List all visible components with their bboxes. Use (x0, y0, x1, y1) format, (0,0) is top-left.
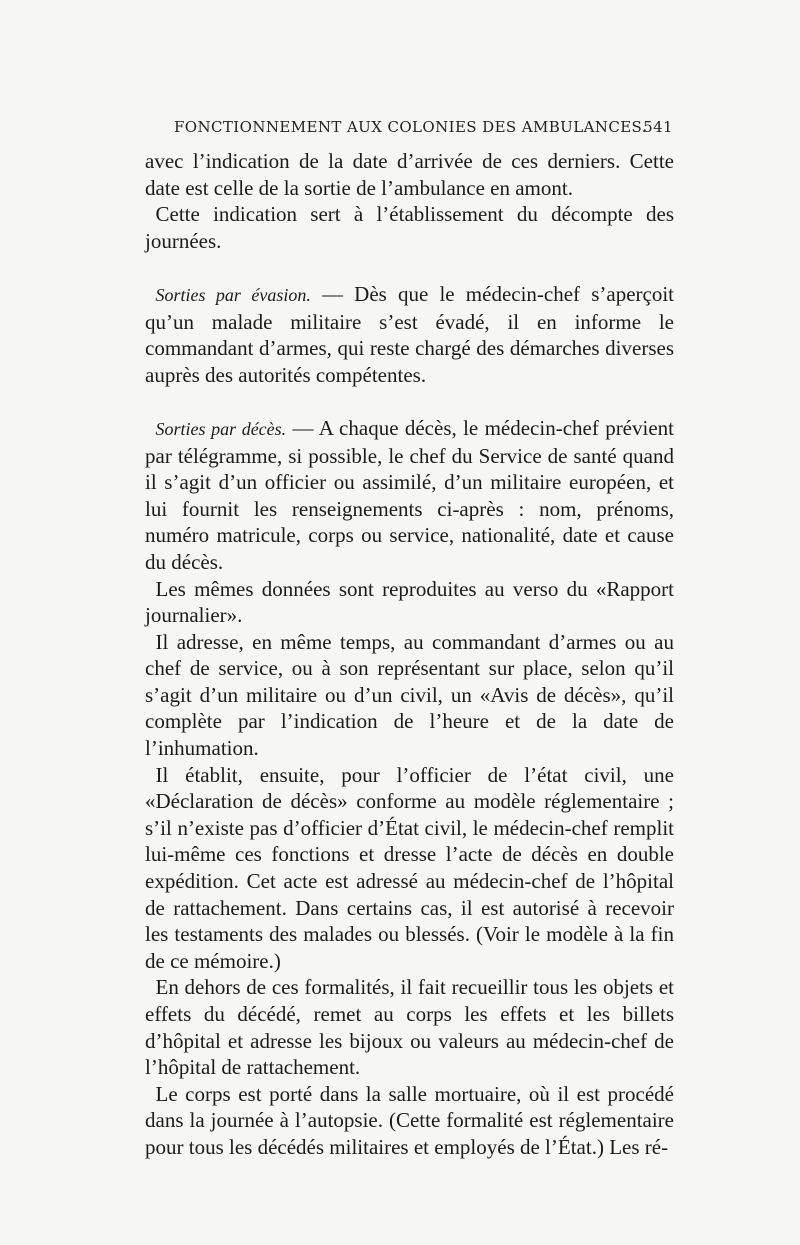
paragraph (145, 415, 674, 576)
paragraph: En dehors de ces formalités, il fait recueillir tous les objets et effets du décédé, remet au corps les effets et les billets d’hôpital et adresse les bijoux ou valeurs au médecin-chef de l’hôpital de rattachement. (145, 975, 674, 1080)
paragraph: Il adresse, en même temps, au commandant d’armes ou au chef de service, ou à son représentant sur place, selon qu’il s’agit d’un militaire ou d’un civil, un «Avis de décès», qu’il complète par l’indication de l’heure et de la date de l’inhumation. (145, 629, 674, 761)
section-lead-evasion: Sorties par évasion. (155, 284, 311, 305)
body-text (145, 148, 674, 1161)
section-lead-deces: Sorties par décès. (155, 418, 287, 439)
paragraph: avec l’indication de la date d’arrivée de ces derniers. Cette date est celle de la sortie de l’ambulance en amont. (145, 149, 674, 200)
running-header (136, 118, 673, 142)
paragraph: Les mêmes données sont reproduites au verso du «Rapport journalier». (145, 576, 674, 628)
paragraph: Il établit, ensuite, pour l’officier de l’état civil, une «Déclaration de décès» conforme au modèle réglementaire ; s’il n’existe pas d’officier d’État civil, le médecin-chef remplit lui-même ces fonctions et dresse l’acte de décès en double expédition. Cet acte est adressé au médecin-chef de l’hôpital de rattachement. Dans certains cas, il est autorisé à recevoir les testaments des malades ou blessés. (Voir le modèle à la fin de ce mémoire.) (145, 762, 674, 973)
paragraph: Le corps est porté dans la salle mortuaire, où il est procédé dans la journée à l’autopsie. (Cette formalité est réglementaire pour tous les décédés militaires et employés de l’État.) Les ré- (145, 1081, 674, 1159)
paragraph (145, 281, 674, 388)
paragraph-text: — A chaque décès, le médecin-chef prévient par télégramme, si possible, le chef du Service de santé quand il s’agit d’un officier ou assimilé, d’un militaire européen, et lui fournit les renseignements ci-après : nom, prénoms, numéro matricule, corps ou service, nationalité, date et cause du décès. (145, 415, 674, 574)
paragraph-text: — Dès que le médecin-chef s’aperçoit qu’un malade militaire s’est évadé, il en informe le commandant d’armes, qui reste chargé des démarches diverses auprès des autorités compétentes. (145, 281, 674, 387)
paragraph: Cette indication sert à l’établissement du décompte des journées. (145, 202, 674, 253)
running-title: FONCTIONNEMENT AUX COLONIES DES AMBULANCES. (174, 118, 647, 136)
page-number: 541 (643, 118, 673, 136)
